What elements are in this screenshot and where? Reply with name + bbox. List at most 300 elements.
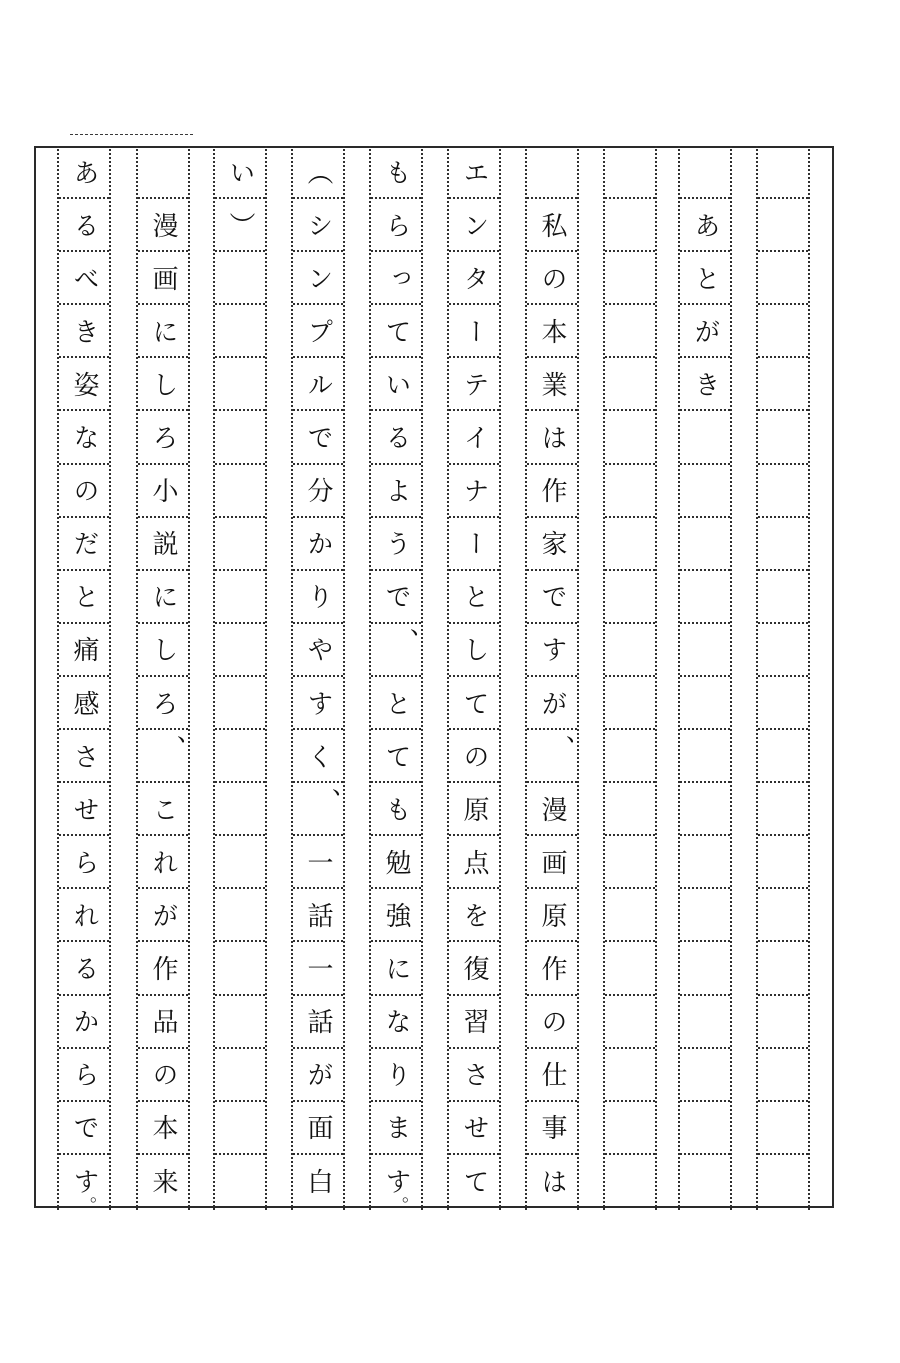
cell-character: と (381, 689, 411, 716)
manuscript-cell (605, 358, 655, 411)
cell-character: て (381, 742, 411, 769)
cell-character: 復 (459, 955, 489, 982)
cell-character: で (537, 583, 567, 610)
manuscript-cell (758, 624, 808, 677)
manuscript-cell (293, 996, 343, 1049)
manuscript-cell (59, 146, 109, 199)
cell-character: 私 (537, 211, 567, 238)
manuscript-cell (138, 465, 188, 518)
manuscript-cell (758, 943, 808, 996)
manuscript-cell (59, 571, 109, 624)
cell-character: 、 (311, 787, 341, 814)
cell-character: テ (459, 370, 489, 397)
manuscript-cell (215, 305, 265, 358)
manuscript-cell (138, 943, 188, 996)
manuscript-cell (371, 836, 421, 889)
manuscript-cell (215, 1155, 265, 1208)
manuscript-cell (527, 624, 577, 677)
manuscript-cell (605, 146, 655, 199)
manuscript-cell (680, 783, 730, 836)
manuscript-cell (293, 571, 343, 624)
cell-character: だ (69, 530, 99, 557)
manuscript-cell (59, 358, 109, 411)
cell-character: ン (303, 264, 333, 291)
manuscript-cell (215, 996, 265, 1049)
manuscript-cell (138, 730, 188, 783)
period-mark: 。 (90, 1184, 108, 1206)
manuscript-cell (449, 889, 499, 942)
cell-character: る (381, 424, 411, 451)
cell-character: 家 (537, 530, 567, 557)
manuscript-cell (293, 518, 343, 571)
manuscript-cell (59, 518, 109, 571)
cell-character: や (303, 636, 333, 663)
cell-character: 作 (537, 955, 567, 982)
manuscript-cell (680, 624, 730, 677)
cell-character: ら (69, 1061, 99, 1088)
manuscript-cell (138, 889, 188, 942)
cell-character: い (381, 370, 411, 397)
manuscript-cell (59, 199, 109, 252)
manuscript-cell (605, 783, 655, 836)
manuscript-cell (605, 677, 655, 730)
cell-character: さ (459, 1061, 489, 1088)
manuscript-cell (371, 146, 421, 199)
manuscript-cell (680, 199, 730, 252)
cell-character: は (537, 1168, 567, 1195)
manuscript-cell (449, 358, 499, 411)
cell-character: こ (148, 795, 178, 822)
manuscript-cell (59, 1155, 109, 1208)
manuscript-cell (215, 677, 265, 730)
manuscript-cell (371, 889, 421, 942)
manuscript-cell (449, 624, 499, 677)
cell-character: ま (381, 1114, 411, 1141)
cell-character: 説 (148, 530, 178, 557)
cell-character: 来 (148, 1168, 178, 1195)
cell-character: っ (381, 264, 411, 291)
manuscript-cell (527, 571, 577, 624)
manuscript-column-4 (291, 146, 345, 1210)
manuscript-cell (138, 518, 188, 571)
cell-character: か (69, 1008, 99, 1035)
cell-character: る (69, 955, 99, 982)
cell-character: て (459, 689, 489, 716)
manuscript-cell (59, 783, 109, 836)
manuscript-cell (527, 996, 577, 1049)
manuscript-cell (138, 412, 188, 465)
manuscript-cell (680, 252, 730, 305)
cell-character: あ (69, 158, 99, 185)
manuscript-cell (293, 624, 343, 677)
cell-character: も (381, 795, 411, 822)
cell-character: ン (459, 211, 489, 238)
cell-character: り (381, 1061, 411, 1088)
cell-character: も (381, 158, 411, 185)
manuscript-cell (138, 1102, 188, 1155)
manuscript-cell (59, 305, 109, 358)
manuscript-column-10 (756, 146, 810, 1210)
cell-character: の (148, 1061, 178, 1088)
cell-character: い (225, 158, 255, 185)
cell-character: 、 (545, 734, 575, 761)
manuscript-cell (605, 943, 655, 996)
cell-character: し (459, 636, 489, 663)
manuscript-cell (605, 571, 655, 624)
cell-character: は (537, 424, 567, 451)
top-dashed-mark (70, 134, 193, 135)
manuscript-cell (215, 943, 265, 996)
cell-character: 、 (156, 734, 186, 761)
manuscript-cell (758, 996, 808, 1049)
manuscript-cell (215, 252, 265, 305)
cell-character: 画 (537, 848, 567, 875)
manuscript-cell (605, 305, 655, 358)
cell-character: の (459, 742, 489, 769)
manuscript-cell (449, 1049, 499, 1102)
manuscript-cell (758, 1049, 808, 1102)
cell-character: ら (69, 848, 99, 875)
cell-character: ル (303, 370, 333, 397)
manuscript-cell (605, 889, 655, 942)
manuscript-cell (293, 889, 343, 942)
cell-character: 画 (148, 264, 178, 291)
manuscript-cell (138, 252, 188, 305)
manuscript-cell (527, 518, 577, 571)
manuscript-cell (680, 1049, 730, 1102)
cell-character: 勉 (381, 848, 411, 875)
cell-character: 仕 (537, 1061, 567, 1088)
cell-character: な (381, 1008, 411, 1035)
manuscript-cell (449, 996, 499, 1049)
cell-character: べ (69, 264, 99, 291)
cell-character: 面 (303, 1114, 333, 1141)
cell-character: き (690, 370, 720, 397)
cell-character: 事 (537, 1114, 567, 1141)
manuscript-cell (449, 518, 499, 571)
manuscript-cell (371, 571, 421, 624)
cell-character: と (690, 264, 720, 291)
manuscript-cell (680, 571, 730, 624)
manuscript-cell (527, 836, 577, 889)
manuscript-cell (293, 943, 343, 996)
manuscript-cell (527, 943, 577, 996)
manuscript-cell (371, 1102, 421, 1155)
manuscript-column-6 (447, 146, 501, 1210)
cell-character: と (459, 583, 489, 610)
manuscript-cell (138, 836, 188, 889)
manuscript-cell (138, 1049, 188, 1102)
cell-character: が (303, 1061, 333, 1088)
manuscript-cell (293, 465, 343, 518)
manuscript-cell (371, 1155, 421, 1208)
cell-character: る (69, 211, 99, 238)
manuscript-cell (449, 252, 499, 305)
cell-character: す (303, 689, 333, 716)
manuscript-cell (605, 624, 655, 677)
manuscript-cell (371, 677, 421, 730)
cell-character: 話 (303, 901, 333, 928)
manuscript-cell (605, 836, 655, 889)
manuscript-cell (527, 358, 577, 411)
cell-character: に (148, 583, 178, 610)
cell-character: 分 (303, 477, 333, 504)
manuscript-cell (293, 412, 343, 465)
manuscript-cell (680, 358, 730, 411)
manuscript-cell (605, 252, 655, 305)
manuscript-cell (449, 412, 499, 465)
cell-character: が (148, 901, 178, 928)
manuscript-cell (293, 358, 343, 411)
manuscript-cell (138, 571, 188, 624)
manuscript-cell (527, 730, 577, 783)
manuscript-cell (371, 783, 421, 836)
manuscript-column-8 (603, 146, 657, 1210)
cell-character: し (148, 370, 178, 397)
manuscript-cell (215, 358, 265, 411)
cell-character: て (381, 317, 411, 344)
manuscript-cell (758, 783, 808, 836)
cell-character: に (381, 955, 411, 982)
manuscript-cell (293, 252, 343, 305)
manuscript-cell (293, 1049, 343, 1102)
manuscript-cell (59, 1049, 109, 1102)
manuscript-cell (605, 1049, 655, 1102)
manuscript-cell (758, 677, 808, 730)
manuscript-cell (680, 305, 730, 358)
cell-character: 、 (389, 628, 419, 655)
manuscript-cell (371, 358, 421, 411)
cell-character: 痛 (69, 636, 99, 663)
manuscript-cell (527, 1049, 577, 1102)
manuscript-cell (449, 305, 499, 358)
manuscript-cell (59, 624, 109, 677)
manuscript-cell (371, 518, 421, 571)
manuscript-cell (293, 199, 343, 252)
manuscript-cell (215, 199, 265, 252)
period-mark: 。 (402, 1184, 420, 1206)
cell-character: せ (69, 795, 99, 822)
manuscript-cell (371, 624, 421, 677)
cell-character: 品 (148, 1008, 178, 1035)
manuscript-cell (758, 252, 808, 305)
manuscript-column-5 (369, 146, 423, 1210)
cell-character: が (537, 689, 567, 716)
manuscript-cell (680, 146, 730, 199)
manuscript-cell (215, 571, 265, 624)
manuscript-cell (371, 943, 421, 996)
cell-character: 作 (148, 955, 178, 982)
manuscript-cell (758, 465, 808, 518)
manuscript-cell (605, 518, 655, 571)
manuscript-cell (680, 889, 730, 942)
cell-character: ら (381, 211, 411, 238)
cell-character: ナ (459, 477, 489, 504)
manuscript-cell (293, 1102, 343, 1155)
cell-character: の (69, 477, 99, 504)
manuscript-cell (449, 1102, 499, 1155)
manuscript-cell (138, 996, 188, 1049)
manuscript-cell (449, 783, 499, 836)
manuscript-cell (449, 465, 499, 518)
cell-character: の (537, 264, 567, 291)
manuscript-cell (138, 305, 188, 358)
manuscript-column-9 (678, 146, 732, 1210)
cell-character: あ (690, 211, 720, 238)
manuscript-cell (371, 730, 421, 783)
cell-character: 感 (69, 689, 99, 716)
manuscript-cell (449, 1155, 499, 1208)
manuscript-cell (605, 1155, 655, 1208)
cell-character: プ (303, 317, 333, 344)
manuscript-cell (371, 412, 421, 465)
cell-character: し (148, 636, 178, 663)
cell-character: よ (381, 477, 411, 504)
manuscript-cell (449, 943, 499, 996)
cell-character: す (381, 1168, 411, 1195)
manuscript-cell (758, 358, 808, 411)
manuscript-cell (527, 252, 577, 305)
manuscript-cell (371, 996, 421, 1049)
manuscript-cell (605, 412, 655, 465)
manuscript-cell (527, 677, 577, 730)
manuscript-cell (215, 836, 265, 889)
manuscript-cell (758, 836, 808, 889)
manuscript-cell (215, 1049, 265, 1102)
cell-character: さ (69, 742, 99, 769)
manuscript-cell (138, 677, 188, 730)
cell-character: 原 (537, 901, 567, 928)
manuscript-cell (527, 1102, 577, 1155)
manuscript-cell (293, 836, 343, 889)
manuscript-cell (59, 677, 109, 730)
manuscript-cell (59, 1102, 109, 1155)
cell-character: 習 (459, 1008, 489, 1035)
manuscript-sheet (34, 146, 834, 1208)
manuscript-cell (215, 624, 265, 677)
cell-character: エ (459, 158, 489, 185)
cell-character: （ (303, 158, 333, 185)
manuscript-cell (758, 571, 808, 624)
manuscript-cell (680, 412, 730, 465)
cell-character: な (69, 424, 99, 451)
manuscript-cell (59, 730, 109, 783)
cell-character: き (69, 317, 99, 344)
cell-character: で (381, 583, 411, 610)
manuscript-cell (527, 199, 577, 252)
manuscript-cell (605, 465, 655, 518)
manuscript-cell (138, 199, 188, 252)
manuscript-cell (138, 1155, 188, 1208)
manuscript-cell (758, 412, 808, 465)
manuscript-cell (371, 199, 421, 252)
manuscript-cell (138, 358, 188, 411)
manuscript-cell (371, 1049, 421, 1102)
cell-character: ろ (148, 424, 178, 451)
cell-character: 漫 (537, 795, 567, 822)
manuscript-cell (215, 730, 265, 783)
manuscript-cell (59, 996, 109, 1049)
manuscript-cell (371, 465, 421, 518)
manuscript-cell (449, 677, 499, 730)
manuscript-cell (293, 146, 343, 199)
cell-character: 白 (303, 1168, 333, 1195)
cell-character: 小 (148, 477, 178, 504)
cell-character: 話 (303, 1008, 333, 1035)
manuscript-cell (215, 146, 265, 199)
manuscript-cell (680, 1155, 730, 1208)
cell-character: 一 (303, 848, 333, 875)
manuscript-cell (527, 146, 577, 199)
manuscript-cell (680, 518, 730, 571)
manuscript-cell (758, 146, 808, 199)
cell-character: て (459, 1168, 489, 1195)
manuscript-cell (215, 518, 265, 571)
manuscript-cell (527, 783, 577, 836)
cell-character: か (303, 530, 333, 557)
manuscript-cell (605, 1102, 655, 1155)
manuscript-cell (758, 889, 808, 942)
manuscript-cell (680, 836, 730, 889)
manuscript-cell (680, 465, 730, 518)
cell-character: で (69, 1114, 99, 1141)
manuscript-cell (758, 199, 808, 252)
cell-character: 強 (381, 901, 411, 928)
cell-character: と (69, 583, 99, 610)
cell-character: せ (459, 1114, 489, 1141)
manuscript-cell (138, 146, 188, 199)
cell-character: す (69, 1168, 99, 1195)
manuscript-cell (59, 252, 109, 305)
cell-character: タ (459, 264, 489, 291)
manuscript-cell (605, 199, 655, 252)
cell-character: れ (148, 848, 178, 875)
manuscript-column-2 (136, 146, 190, 1210)
manuscript-cell (527, 305, 577, 358)
manuscript-cell (449, 836, 499, 889)
cell-character: イ (459, 424, 489, 451)
cell-character: 点 (459, 848, 489, 875)
manuscript-cell (758, 305, 808, 358)
manuscript-cell (138, 783, 188, 836)
cell-character: れ (69, 901, 99, 928)
manuscript-cell (527, 412, 577, 465)
manuscript-cell (293, 783, 343, 836)
cell-character: ） (225, 211, 255, 238)
manuscript-cell (680, 677, 730, 730)
manuscript-cell (59, 943, 109, 996)
manuscript-cell (293, 305, 343, 358)
manuscript-cell (293, 1155, 343, 1208)
cell-character: に (148, 317, 178, 344)
cell-character: で (303, 424, 333, 451)
cell-character: 姿 (69, 370, 99, 397)
cell-character: 漫 (148, 211, 178, 238)
cell-character: ろ (148, 689, 178, 716)
cell-character: 一 (303, 955, 333, 982)
manuscript-cell (59, 836, 109, 889)
manuscript-cell (138, 624, 188, 677)
manuscript-cell (527, 465, 577, 518)
cell-character: が (690, 317, 720, 344)
manuscript-column-7 (525, 146, 579, 1210)
manuscript-cell (527, 889, 577, 942)
manuscript-cell (758, 518, 808, 571)
manuscript-cell (527, 1155, 577, 1208)
cell-character: 本 (537, 317, 567, 344)
cell-character: 業 (537, 370, 567, 397)
manuscript-column-3 (213, 146, 267, 1210)
